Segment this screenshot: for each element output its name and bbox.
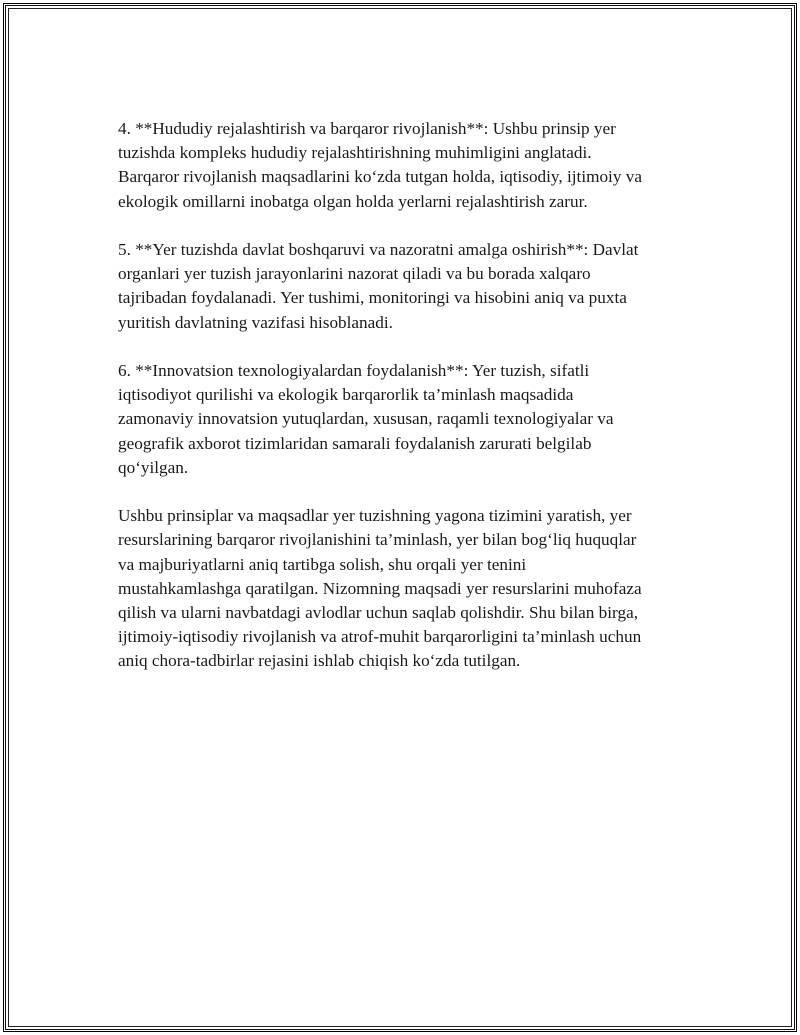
paragraph-principle-6: 6. **Innovatsion texnologiyalardan foydalanish**: Yer tuzish, sifatli iqtisodiyot qurilishi va ekologik barqarorlik ta’minlash maqsadida zamonaviy innovatsion yutuqlardan, xususan, raqamli texnologiyalar va geografik axborot tizimlaridan samarali foydalanish zarurati belgilab qo‘yilgan. <box>118 361 614 477</box>
paragraph-principle-5: 5. **Yer tuzishda davlat boshqaruvi va nazoratni amalga oshirish**: Davlat organlari yer tuzish jarayonlarini nazorat qiladi va bu borada xalqaro tajribadan foydalanadi. Yer tushimi, monitoringi va hisobini aniq va puxta yuritish davlatning vazifasi hisoblanadi. <box>118 240 639 332</box>
paragraph-conclusion: Ushbu prinsiplar va maqsadlar yer tuzishning yagona tizimini yaratish, yer resurslarining barqaror rivojlanishini ta’minlash, yer bilan bog‘liq huquqlar va majburiyatlarni aniq tartibga solish, shu orqali yer tenini mustahkamlashga qaratilgan. Nizomning maqsadi yer resurslarini muhofaza qilish va ularni navbatdagi avlodlar uchun saqlab qolishdir. Shu bilan birga, ijtimoiy-iqtisodiy rivojlanish va atrof-muhit barqarorligini ta’minlash uchun aniq chora-tadbirlar rejasini ishlab chiqish ko‘zda tutilgan. <box>118 506 642 671</box>
document-body <box>118 117 688 698</box>
paragraph-principle-4: 4. **Hududiy rejalashtirish va barqaror rivojlanish**: Ushbu prinsip yer tuzishda kompleks hududiy rejalashtirishning muhimligini anglatadi. Barqaror rivojlanish maqsadlarini ko‘zda tutgan holda, iqtisodiy, ijtimoiy va ekologik omillarni inobatga olgan holda yerlarni rejalashtirish zarur. <box>118 119 642 211</box>
